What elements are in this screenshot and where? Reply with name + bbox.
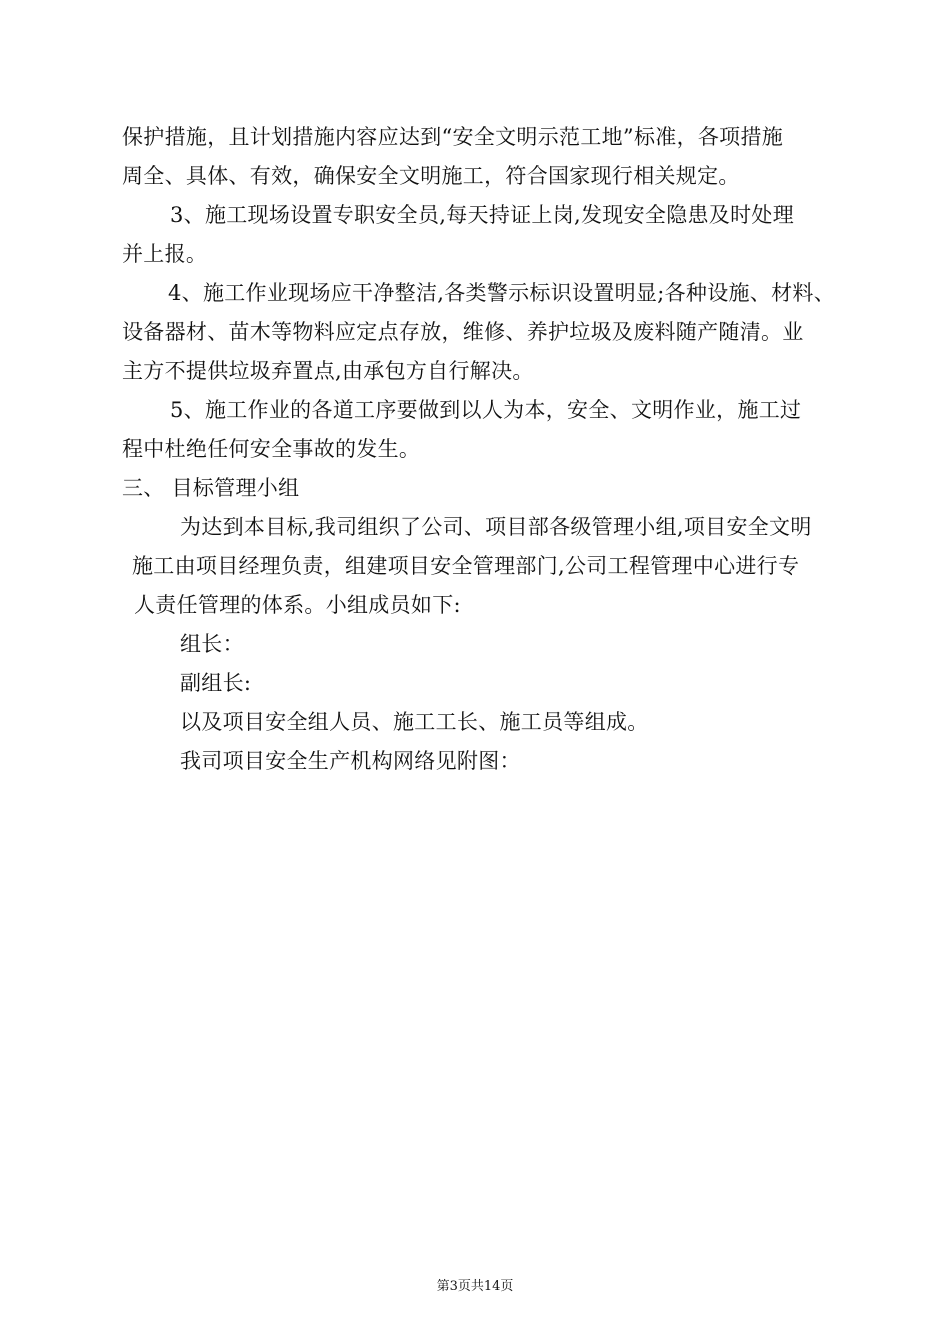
page-number-footer: 第3页共14页 xyxy=(436,1279,514,1294)
text-line: 设备器材、苗木等物料应定点存放，维修、养护垃圾及废料随产随清。业 xyxy=(122,320,804,344)
section-heading: 三、 目标管理小组 xyxy=(122,476,300,500)
text-line: 保护措施，且计划措施内容应达到“安全文明示范工地”标准，各项措施 xyxy=(122,125,784,149)
text-line: 5、施工作业的各道工序要做到以人为本，安全、文明作业，施工过 xyxy=(170,398,802,422)
text-line: 为达到本目标,我司组织了公司、项目部各级管理小组,项目安全文明 xyxy=(180,515,812,539)
text-line: 3、施工现场设置专职安全员,每天持证上岗,发现安全隐患及时处理 xyxy=(170,203,795,227)
text-line: 以及项目安全组人员、施工工长、施工员等组成。 xyxy=(180,710,649,734)
text-line: 4、施工作业现场应干净整洁,各类警示标识设置明显;各种设施、材料、 xyxy=(168,281,836,305)
text-line: 施工由项目经理负责，组建项目安全管理部门,公司工程管理中心进行专 xyxy=(132,554,800,578)
text-line: 程中杜绝任何安全事故的发生。 xyxy=(122,437,421,461)
text-line: 副组长: xyxy=(180,671,252,695)
text-line: 我司项目安全生产机构网络见附图： xyxy=(180,749,521,773)
text-line: 组长： xyxy=(180,632,244,656)
text-line: 主方不提供垃圾弃置点,由承包方自行解决。 xyxy=(122,359,534,383)
text-line: 人责任管理的体系。小组成员如下: xyxy=(134,593,461,617)
text-line: 并上报。 xyxy=(122,242,208,266)
text-line: 周全、具体、有效，确保安全文明施工，符合国家现行相关规定。 xyxy=(122,164,740,188)
